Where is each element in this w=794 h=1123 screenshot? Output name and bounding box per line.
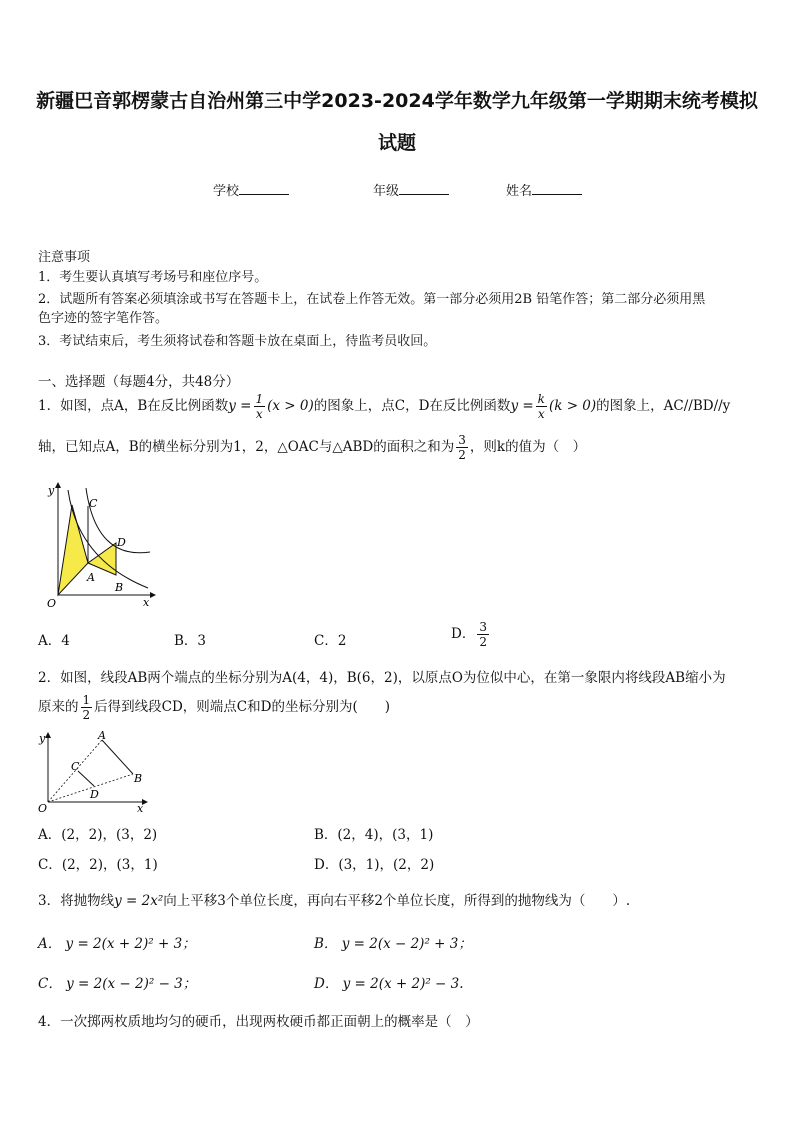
fig2-label-o: O (38, 802, 48, 815)
exam-title-line1: 新疆巴音郭楞蒙古自治州第三中学2023-2024学年数学九年级第一学期期末统考模拟 (36, 90, 758, 112)
question-4: 4．一次掷两枚质地均匀的硬币，出现两枚硬币都正面朝上的概率是（ ） (38, 1014, 479, 1030)
question-3: 3．将抛物线y = 2x²向上平移3个单位长度，再向右平移2个单位长度，所得到的抛物线为（ ）. (38, 893, 631, 909)
fig2-label-a: A (98, 730, 106, 742)
notice-heading: 注意事项 (38, 250, 91, 265)
name-field[interactable] (506, 180, 582, 199)
question-1-figure (38, 480, 158, 610)
fig2-label-x: x (137, 802, 144, 815)
fig1-label-y: y (48, 484, 55, 497)
notice-item: 1．考生要认真填写考场号和座位序号。 (38, 270, 268, 285)
q1-option-b[interactable]: B．3 (174, 633, 207, 649)
grade-label: 年级 (373, 184, 400, 199)
fig1-label-a: A (87, 571, 95, 584)
fig2-label-c: C (71, 760, 80, 773)
q2-option-c[interactable]: C．(2，2)，(3，1) (38, 857, 158, 873)
q3-option-b[interactable]: B． y = 2(x − 2)² + 3； (314, 936, 472, 952)
name-label: 姓名 (506, 184, 533, 199)
school-field[interactable] (213, 180, 289, 199)
fig1-label-o: O (47, 597, 57, 610)
school-label: 学校 (213, 184, 240, 199)
question-2-figure (36, 730, 151, 815)
grade-field[interactable] (373, 180, 449, 199)
fig2-label-d: D (90, 788, 99, 801)
fig1-label-c: C (89, 497, 98, 510)
notice-item: 3．考试结束后，考生须将试卷和答题卡放在桌面上，待监考员收回。 (38, 334, 437, 349)
exam-title-line2: 试题 (377, 132, 416, 154)
fig2-label-b: B (134, 772, 143, 785)
q1-option-a[interactable]: A．4 (38, 633, 70, 649)
q2-option-d[interactable]: D．(3，1)，(2，2) (314, 857, 435, 873)
section-heading: 一、选择题（每题4分，共48分） (38, 374, 240, 390)
q3-option-d[interactable]: D． y = 2(x + 2)² − 3. (314, 976, 464, 992)
question-2-line1: 2．如图，线段AB两个端点的坐标分别为A(4，4)，B(6，2)，以原点O为位似中心，在第一象限内将线段AB缩小为 (38, 670, 726, 686)
notice-item: 2．试题所有答案必须填涂或书写在答题卡上，在试卷上作答无效。第一部分必须用2B 铅笔作答；第二部分必须用黑 (38, 292, 706, 307)
question-2-line2: 原来的 $\frac{1}{2}$ 后得到线段CD，则端点C和D的坐标分别为( ) (38, 693, 390, 722)
q1-option-c[interactable]: C．2 (314, 633, 347, 649)
question-1-line1: 1．如图，点A，B在反比例函数y = $\frac{1}{x}$ (x > 0)的图象上，点C，D在反比例函数y = $\frac{k}{x}$ (k > 0)的图象上，AC//BD//y (38, 392, 731, 421)
q1-option-d[interactable]: D． $\frac{3}{2}$ (451, 620, 487, 649)
fig2-label-y: y (39, 732, 46, 745)
question-1-line2: 轴，已知点A，B的横坐标分别为1，2，△OAC与△ABD的面积之和为 $\frac{3}{2}$ ，则k的值为（ ） (38, 433, 587, 462)
notice-item: 色字迹的签字笔作答。 (38, 311, 169, 326)
fig1-label-x: x (143, 596, 150, 609)
q3-option-a[interactable]: A． y = 2(x + 2)² + 3； (38, 936, 196, 952)
q2-option-b[interactable]: B．(2，4)，(3，1) (314, 827, 434, 843)
q2-option-a[interactable]: A．(2，2)，(3，2) (38, 827, 158, 843)
fig1-label-d: D (117, 536, 126, 549)
fig1-label-b: B (115, 581, 124, 594)
q3-option-c[interactable]: C． y = 2(x − 2)² − 3； (38, 976, 197, 992)
